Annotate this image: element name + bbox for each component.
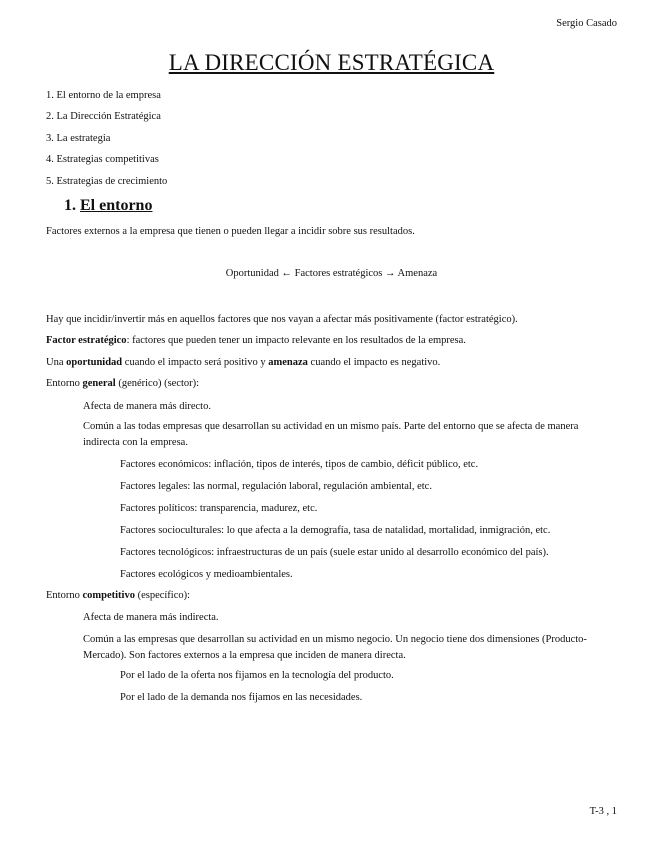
strategic-factors-scheme: Oportunidad ← Factores estratégicos → Amenaza [225, 268, 438, 279]
general-environment-heading [46, 378, 199, 389]
competitive-item: Afecta de manera más indirecta. [83, 612, 219, 623]
general-factor: Factores ecológicos y medioambientales. [120, 569, 293, 580]
page-number: T-3 , 1 [589, 806, 617, 817]
section-title: El entorno [80, 197, 153, 214]
toc-item: 4. Estrategias competitivas [46, 154, 159, 165]
text-fragment: cuando el impacto es negativo. [307, 357, 441, 368]
general-item: Común a las todas empresas que desarrollan su actividad en un mismo país. Parte del entorno que se afecta de manera indirecta con la empresa. [83, 421, 579, 448]
factor-definition-text: : factores que pueden tener un impacto relevante en los resultados de la empresa. [126, 335, 466, 346]
general-factor: Factores políticos: transparencia, madurez, etc. [120, 503, 318, 514]
toc-item: 3. La estrategia [46, 133, 111, 144]
opportunity-threat-line [46, 357, 440, 368]
page-title: LA DIRECCIÓN ESTRATÉGICA [168, 50, 495, 75]
text-fragment: Entorno [46, 590, 83, 601]
author-name: Sergio Casado [556, 18, 617, 29]
factor-term: Factor estratégico [46, 335, 127, 346]
threat-term: amenaza [268, 357, 308, 368]
competitive-item: Común a las empresas que desarrollan su actividad en un mismo negocio. Un negocio tiene dos dimensiones (Producto-Mercado). Son factores externos a la empresa que inciden de manera directa. [83, 634, 587, 661]
general-term: general [82, 378, 116, 389]
factor-definition [46, 335, 466, 346]
competitive-environment-heading [46, 590, 190, 601]
toc-item: 2. La Dirección Estratégica [46, 111, 161, 122]
section-heading [64, 197, 152, 215]
toc-item: 1. El entorno de la empresa [46, 90, 161, 101]
general-factor: Factores legales: las normal, regulación laboral, regulación ambiental, etc. [120, 481, 432, 492]
section-number: 1. [64, 197, 76, 214]
text-fragment: cuando el impacto será positivo y [122, 357, 269, 368]
general-item: Afecta de manera más directo. [83, 401, 211, 412]
invest-paragraph: Hay que incidir/invertir más en aquellos factores que nos vayan a afectar más positivamente (factor estratégico). [46, 314, 518, 325]
general-factor: Factores económicos: inflación, tipos de interés, tipos de cambio, déficit público, etc. [120, 459, 479, 470]
text-fragment: Entorno [46, 378, 83, 389]
competitive-side: Por el lado de la oferta nos fijamos en la tecnología del producto. [120, 670, 394, 681]
opportunity-term: oportunidad [66, 357, 123, 368]
general-factor: Factores socioculturales: lo que afecta a la demografía, tasa de natalidad, mortalidad, inmigración, etc. [120, 525, 551, 536]
text-fragment: (específico): [134, 590, 191, 601]
text-fragment: (genérico) (sector): [115, 378, 200, 389]
text-fragment: Una [46, 357, 67, 368]
competitive-side: Por el lado de la demanda nos fijamos en las necesidades. [120, 692, 363, 703]
general-factor: Factores tecnológicos: infraestructuras de un país (suele estar unido al desarrollo económico del país). [120, 547, 549, 558]
competitive-term: competitivo [82, 590, 135, 601]
intro-paragraph: Factores externos a la empresa que tienen o pueden llegar a incidir sobre sus resultados. [46, 226, 415, 237]
toc-item: 5. Estrategias de crecimiento [46, 176, 168, 187]
